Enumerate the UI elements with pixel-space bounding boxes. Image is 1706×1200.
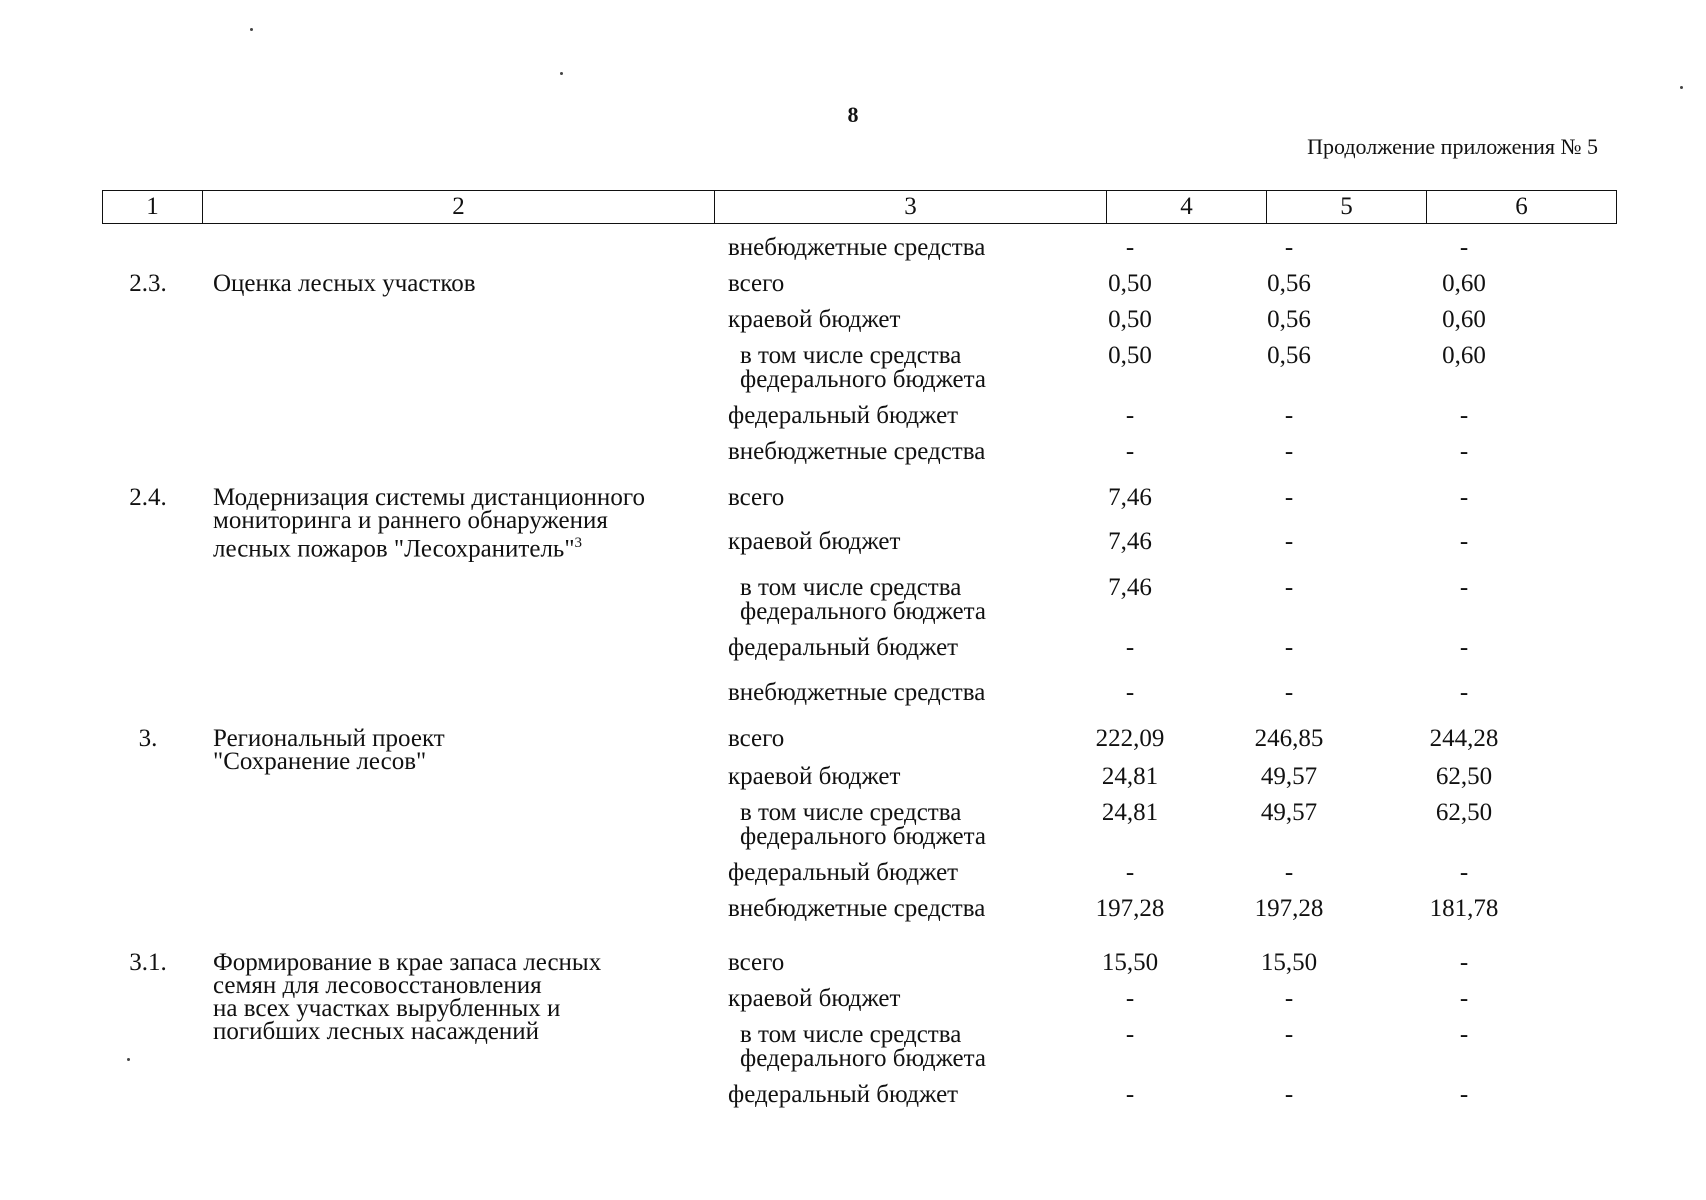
value-col6: 181,78 (1429, 895, 1499, 922)
column-header-2: 2 (203, 191, 715, 224)
value-col5: - (1284, 574, 1294, 601)
value-col5: 197,28 (1254, 895, 1324, 922)
funding-source: всего (728, 949, 785, 976)
funding-source: внебюджетные средства (728, 895, 986, 922)
value-col5: - (1284, 1081, 1294, 1108)
value-col4: - (1125, 985, 1135, 1012)
value-col5: - (1284, 634, 1294, 661)
value-col6: - (1459, 985, 1469, 1012)
scan-speck (127, 1058, 130, 1061)
value-col6: - (1459, 679, 1469, 706)
scan-speck (250, 28, 253, 31)
value-col4: 0,50 (1108, 270, 1152, 297)
value-col6: 62,50 (1435, 763, 1493, 790)
funding-source: краевой бюджет (728, 528, 901, 555)
value-col5: 0,56 (1267, 270, 1311, 297)
funding-source: внебюджетные средства (728, 438, 986, 465)
funding-source: краевой бюджет (728, 985, 901, 1012)
funding-source-line2: федерального бюджета (740, 598, 986, 625)
column-header-1: 1 (103, 191, 203, 224)
value-col5: 49,57 (1260, 763, 1318, 790)
item-name-line4: погибших лесных насаждений (213, 1018, 540, 1045)
column-header-4: 4 (1107, 191, 1267, 224)
value-col6: - (1459, 234, 1469, 261)
item-name-line3: на всех участках вырубленных и (213, 995, 561, 1022)
value-col4: - (1125, 859, 1135, 886)
value-col6: 0,60 (1442, 270, 1486, 297)
value-col5: 49,57 (1260, 799, 1318, 826)
value-col5: - (1284, 679, 1294, 706)
value-col6: 0,60 (1442, 306, 1486, 333)
value-col4: 15,50 (1101, 949, 1159, 976)
value-col5: 246,85 (1254, 725, 1324, 752)
value-col4: 197,28 (1095, 895, 1165, 922)
funding-source: федеральный бюджет (728, 1081, 959, 1108)
funding-source-line2: федерального бюджета (740, 823, 986, 850)
funding-source: всего (728, 484, 785, 511)
column-header-5: 5 (1267, 191, 1427, 224)
value-col4: 7,46 (1108, 574, 1152, 601)
value-col5: - (1284, 1021, 1294, 1048)
value-col6: - (1459, 528, 1469, 555)
value-col5: - (1284, 985, 1294, 1012)
funding-source: федеральный бюджет (728, 859, 959, 886)
funding-source-line1: в том числе средства (740, 342, 962, 369)
item-name-line1: Формирование в крае запаса лесных (213, 949, 602, 976)
funding-source-line2: федерального бюджета (740, 1045, 986, 1072)
value-col4: - (1125, 402, 1135, 429)
value-col5: - (1284, 528, 1294, 555)
value-col5: - (1284, 859, 1294, 886)
funding-source-line1: в том числе средства (740, 1021, 962, 1048)
column-header-3: 3 (715, 191, 1107, 224)
value-col6: - (1459, 1081, 1469, 1108)
item-number: 3. (138, 725, 158, 752)
item-name-line1: Модернизация системы дистанционного (213, 484, 645, 511)
value-col6: - (1459, 859, 1469, 886)
value-col4: 24,81 (1101, 763, 1159, 790)
value-col4: - (1125, 1081, 1135, 1108)
funding-source: федеральный бюджет (728, 402, 959, 429)
funding-source: краевой бюджет (728, 763, 901, 790)
funding-source: всего (728, 725, 785, 752)
item-name-line2: семян для лесовосстановления (213, 972, 542, 999)
value-col4: 222,09 (1095, 725, 1165, 752)
value-col6: - (1459, 484, 1469, 511)
funding-source: краевой бюджет (728, 306, 901, 333)
value-col6: 0,60 (1442, 342, 1486, 369)
item-name-line1: Региональный проект (213, 725, 445, 752)
item-name: Оценка лесных участков (213, 270, 476, 297)
value-col5: - (1284, 484, 1294, 511)
value-col4: 7,46 (1108, 528, 1152, 555)
value-col5: - (1284, 234, 1294, 261)
value-col4: - (1125, 634, 1135, 661)
value-col6: - (1459, 574, 1469, 601)
funding-source: всего (728, 270, 785, 297)
footnote-marker: 3 (574, 535, 583, 551)
funding-source: внебюджетные средства (728, 679, 986, 706)
value-col6: - (1459, 1021, 1469, 1048)
appendix-continuation-note: Продолжение приложения № 5 (1307, 134, 1598, 159)
value-col4: - (1125, 679, 1135, 706)
value-col6: - (1459, 402, 1469, 429)
item-name-line2: мониторинга и раннего обнаружения (213, 507, 608, 534)
value-col4: 24,81 (1101, 799, 1159, 826)
funding-source: федеральный бюджет (728, 634, 959, 661)
value-col5: 0,56 (1267, 306, 1311, 333)
value-col6: - (1459, 634, 1469, 661)
funding-source-line1: в том числе средства (740, 799, 962, 826)
value-col4: - (1125, 438, 1135, 465)
value-col5: - (1284, 438, 1294, 465)
value-col4: - (1125, 1021, 1135, 1048)
item-name-line3: лесных пожаров "Лесохранитель"$^3$ (213, 535, 583, 563)
scan-speck (560, 72, 563, 75)
funding-source-line1: в том числе средства (740, 574, 962, 601)
funding-source-line2: федерального бюджета (740, 366, 986, 393)
funding-source: внебюджетные средства (728, 234, 986, 261)
item-name-line2: "Сохранение лесов" (213, 748, 427, 775)
item-number: 3.1. (129, 949, 167, 976)
value-col5: 15,50 (1260, 949, 1318, 976)
value-col6: 244,28 (1429, 725, 1499, 752)
value-col6: 62,50 (1435, 799, 1493, 826)
scan-speck (1680, 86, 1683, 89)
value-col5: 0,56 (1267, 342, 1311, 369)
value-col4: - (1125, 234, 1135, 261)
column-header-6: 6 (1427, 191, 1617, 224)
value-col5: - (1284, 402, 1294, 429)
value-col4: 7,46 (1108, 484, 1152, 511)
value-col4: 0,50 (1108, 342, 1152, 369)
column-header-row (102, 190, 1617, 224)
value-col6: - (1459, 438, 1469, 465)
item-number: 2.4. (129, 484, 167, 511)
value-col4: 0,50 (1108, 306, 1152, 333)
page-number: 8 (847, 102, 859, 127)
value-col6: - (1459, 949, 1469, 976)
item-number: 2.3. (129, 270, 167, 297)
